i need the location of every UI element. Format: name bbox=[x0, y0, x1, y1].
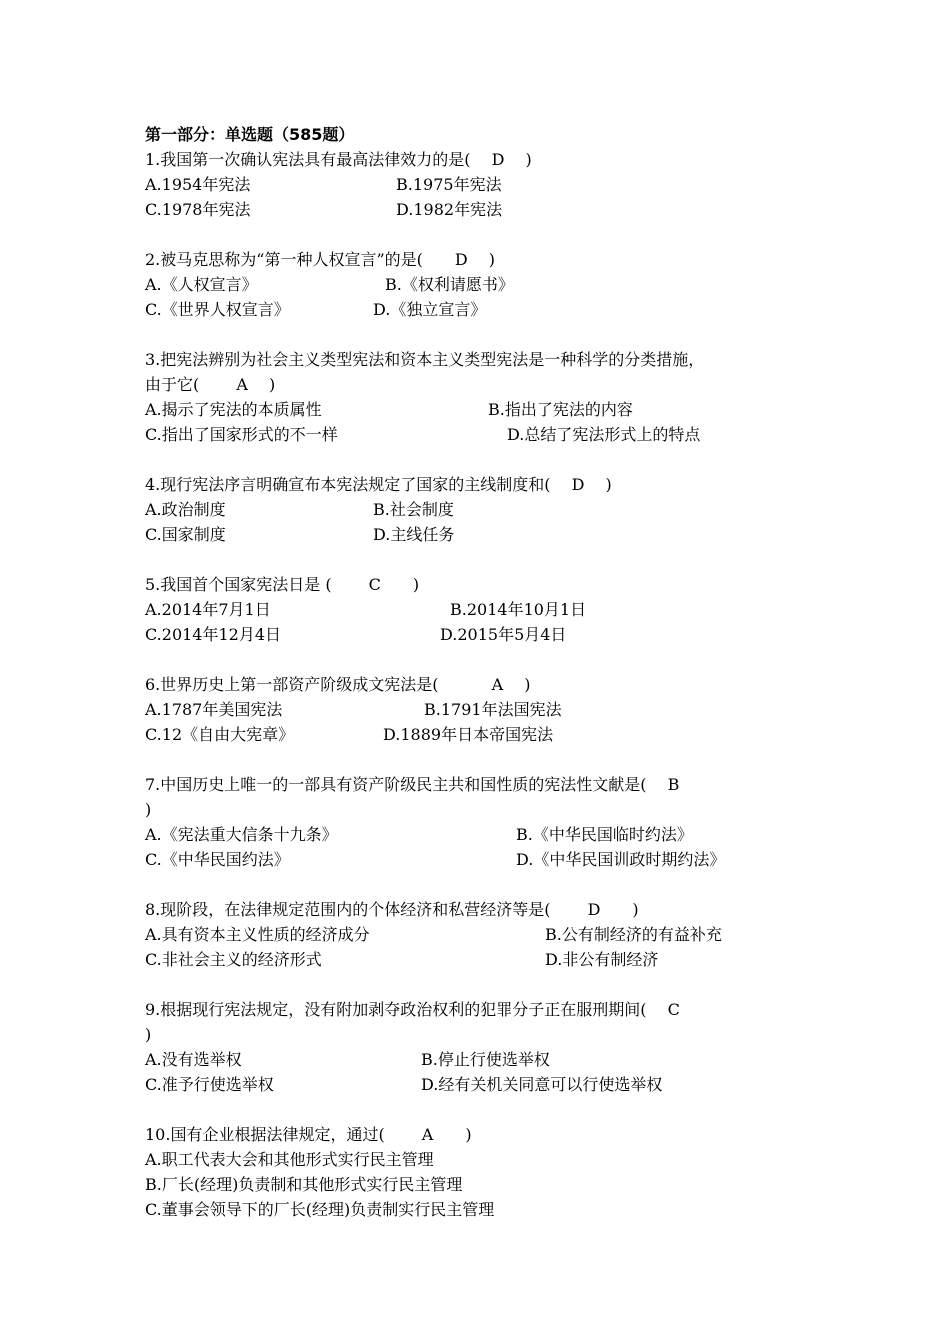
option-a: A.揭示了宪法的本质属性 bbox=[145, 400, 322, 419]
question-9 bbox=[145, 997, 845, 1097]
question-stem-continued: ) bbox=[145, 800, 152, 819]
option-row bbox=[145, 1072, 845, 1097]
option-row bbox=[145, 197, 845, 222]
option-c: C.国家制度 bbox=[145, 525, 226, 544]
option-b: B.1791年法国宪法 bbox=[424, 700, 562, 719]
question-3 bbox=[145, 347, 845, 447]
option-c: C.指出了国家形式的不一样 bbox=[145, 425, 338, 444]
option-c: C.《世界人权宣言》 bbox=[145, 300, 290, 319]
option-c: C.非社会主义的经济形式 bbox=[145, 950, 322, 969]
option-b: B.指出了宪法的内容 bbox=[488, 400, 633, 419]
option-c: C.《中华民国约法》 bbox=[145, 850, 290, 869]
option-d: D.主线任务 bbox=[373, 525, 455, 544]
option-row bbox=[145, 822, 845, 847]
option-a: A.《人权宣言》 bbox=[145, 275, 258, 294]
option-row bbox=[145, 622, 845, 647]
question-8 bbox=[145, 897, 845, 972]
question-stem: 6.世界历史上第一部资产阶级成文宪法是( A ) bbox=[145, 675, 531, 694]
option-row bbox=[145, 297, 845, 322]
option-row bbox=[145, 1047, 845, 1072]
option-b: B.2014年10月1日 bbox=[450, 600, 587, 619]
question-stem: 8.现阶段，在法律规定范围内的个体经济和私营经济等是( D ) bbox=[145, 900, 639, 919]
option-row bbox=[145, 397, 845, 422]
option-d: D.2015年5月4日 bbox=[440, 625, 567, 644]
option-row bbox=[145, 422, 845, 447]
option-c: C.准予行使选举权 bbox=[145, 1075, 274, 1094]
option-row bbox=[145, 697, 845, 722]
option-a: A.1954年宪法 bbox=[145, 175, 251, 194]
option-b: B.1975年宪法 bbox=[396, 175, 502, 194]
option-b: B.《中华民国临时约法》 bbox=[516, 825, 693, 844]
question-stem: 3.把宪法辨别为社会主义类型宪法和资本主义类型宪法是一种科学的分类措施， bbox=[145, 350, 705, 369]
option-b: B.《权利请愿书》 bbox=[385, 275, 514, 294]
question-stem: 7.中国历史上唯一的一部具有资产阶级民主共和国性质的宪法性文献是( B bbox=[145, 775, 680, 794]
option-d: D.《中华民国训政时期约法》 bbox=[516, 850, 726, 869]
question-stem: 5.我国首个国家宪法日是 ( C ) bbox=[145, 575, 420, 594]
question-6 bbox=[145, 672, 845, 747]
option-d: D.1982年宪法 bbox=[396, 200, 503, 219]
option-row bbox=[145, 947, 845, 972]
option-d: D.经有关机关同意可以行使选举权 bbox=[421, 1075, 663, 1094]
question-4 bbox=[145, 472, 845, 547]
option-row bbox=[145, 522, 845, 547]
option-row bbox=[145, 272, 845, 297]
option-c: C.1978年宪法 bbox=[145, 200, 251, 219]
option-a: A.职工代表大会和其他形式实行民主管理 bbox=[145, 1150, 434, 1169]
option-a: A.2014年7月1日 bbox=[145, 600, 271, 619]
option-a: A.政治制度 bbox=[145, 500, 226, 519]
option-b: B.公有制经济的有益补充 bbox=[545, 925, 722, 944]
option-c: C.12《自由大宪章》 bbox=[145, 725, 295, 744]
option-b: B.停止行使选举权 bbox=[421, 1050, 550, 1069]
option-row bbox=[145, 597, 845, 622]
option-d: D.非公有制经济 bbox=[545, 950, 659, 969]
option-row bbox=[145, 497, 845, 522]
option-a: A.具有资本主义性质的经济成分 bbox=[145, 925, 370, 944]
question-stem-continued: 由于它( A ) bbox=[145, 375, 276, 394]
option-d: D.总结了宪法形式上的特点 bbox=[507, 425, 701, 444]
question-1 bbox=[145, 147, 845, 222]
section-title: 第一部分：单选题（585题） bbox=[145, 125, 355, 144]
question-stem: 9.根据现行宪法规定，没有附加剥夺政治权利的犯罪分子正在服刑期间( C bbox=[145, 1000, 680, 1019]
option-row bbox=[145, 722, 845, 747]
option-c: C.2014年12月4日 bbox=[145, 625, 282, 644]
option-a: A.1787年美国宪法 bbox=[145, 700, 283, 719]
question-2 bbox=[145, 247, 845, 322]
option-b: B.社会制度 bbox=[373, 500, 454, 519]
option-row bbox=[145, 847, 845, 872]
option-d: D.1889年日本帝国宪法 bbox=[383, 725, 554, 744]
question-7 bbox=[145, 772, 845, 872]
option-row bbox=[145, 922, 845, 947]
question-stem: 10.国有企业根据法律规定，通过( A ) bbox=[145, 1125, 472, 1144]
option-c: C.董事会领导下的厂长(经理)负责制实行民主管理 bbox=[145, 1200, 495, 1219]
question-stem-continued: ) bbox=[145, 1025, 152, 1044]
option-row bbox=[145, 172, 845, 197]
document-page bbox=[145, 122, 845, 1247]
question-stem: 2.被马克思称为“第一种人权宣言”的是( D ) bbox=[145, 250, 496, 269]
option-b: B.厂长(经理)负责制和其他形式实行民主管理 bbox=[145, 1175, 463, 1194]
option-a: A.《宪法重大信条十九条》 bbox=[145, 825, 338, 844]
question-5 bbox=[145, 572, 845, 647]
option-d: D.《独立宣言》 bbox=[373, 300, 487, 319]
question-10 bbox=[145, 1122, 845, 1222]
question-stem: 4.现行宪法序言明确宣布本宪法规定了国家的主线制度和( D ) bbox=[145, 475, 612, 494]
question-stem: 1.我国第一次确认宪法具有最高法律效力的是( D ) bbox=[145, 150, 532, 169]
option-a: A.没有选举权 bbox=[145, 1050, 242, 1069]
